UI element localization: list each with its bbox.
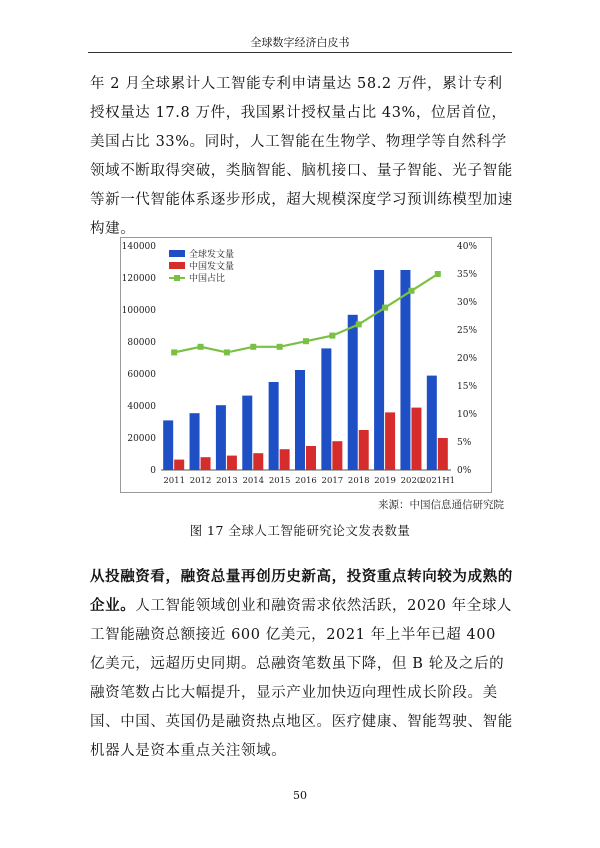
line-point-china-share — [171, 349, 177, 355]
x-tick-label: 2015 — [268, 476, 291, 486]
y-left-tick-label: 140000 — [121, 242, 156, 252]
bar-china — [332, 441, 342, 470]
legend-swatch — [169, 250, 185, 257]
header-divider — [88, 52, 512, 53]
x-tick-label: 2018 — [347, 476, 370, 486]
line-point-china-share — [356, 321, 362, 327]
line-point-china-share — [329, 333, 335, 339]
bar-global — [295, 370, 305, 470]
bar-china — [359, 430, 369, 470]
bar-china — [306, 446, 316, 470]
y-right-tick-label: 15% — [457, 382, 478, 392]
y-right-tick-label: 5% — [457, 438, 472, 448]
bar-global — [374, 270, 384, 470]
x-tick-label: 2012 — [189, 476, 212, 486]
line-point-china-share — [408, 288, 414, 294]
bar-global — [269, 382, 279, 470]
legend-swatch-marker — [174, 275, 180, 281]
y-left-tick-label: 100000 — [121, 306, 156, 316]
x-tick-label: 2014 — [242, 476, 265, 486]
legend-label: 中国占比 — [189, 274, 226, 284]
x-tick-label: 2013 — [216, 476, 238, 486]
x-tick-label: 2017 — [321, 476, 344, 486]
y-right-tick-label: 0% — [457, 466, 472, 476]
bar-global — [242, 396, 252, 470]
legend-swatch — [169, 262, 185, 269]
chart-frame — [120, 237, 492, 493]
chart-source: 来源：中国信息通信研究院 — [378, 499, 504, 511]
bar-global — [348, 315, 358, 470]
y-right-tick-label: 25% — [457, 326, 478, 336]
y-right-tick-label: 10% — [457, 410, 478, 420]
bar-global — [163, 420, 173, 470]
running-header: 全球数字经济白皮书 — [250, 36, 350, 49]
bar-china — [201, 457, 211, 470]
x-tick-label: 2021H1 — [420, 476, 456, 486]
y-left-tick-label: 120000 — [121, 274, 156, 284]
bar-global — [321, 348, 331, 470]
bar-china — [411, 408, 421, 470]
line-point-china-share — [198, 344, 204, 350]
bar-china — [174, 460, 184, 470]
bar-china — [253, 453, 263, 470]
bar-china — [438, 438, 448, 470]
bar-global — [400, 270, 410, 470]
y-right-tick-label: 30% — [457, 298, 478, 308]
y-left-tick-label: 40000 — [127, 402, 156, 412]
line-point-china-share — [224, 349, 230, 355]
paragraph-body-text: 人工智能领域创业和融资需求依然活跃，2020 年全球人工智能融资总额接近 600 亿美元，2021 年上半年已超 400 亿美元，远超历史同期。总融资笔数虽下降，但 B 轮及之后的融资笔数占比大幅提升，显示产业加快迈向理性成长阶段。美国、中国、英国仍是融资热点地区。医疗健康、智能驾驶、智能机器人是资本重点关注领域。 — [90, 598, 513, 759]
publication-count-chart — [121, 238, 491, 492]
y-right-tick-label: 35% — [457, 270, 478, 280]
legend-label: 中国发文量 — [189, 262, 235, 272]
y-left-tick-label: 80000 — [127, 338, 156, 348]
paragraph-lead-sentence: 从投融资看，融资总量再创历史新高，投资重点转向较为成熟的企业。 — [90, 569, 513, 614]
y-right-tick-label: 40% — [457, 242, 478, 252]
line-point-china-share — [277, 344, 283, 350]
x-tick-label: 2020 — [400, 476, 423, 486]
bar-china — [227, 456, 237, 470]
bar-china — [385, 412, 395, 470]
body-paragraph-2 — [90, 563, 514, 766]
bar-global — [216, 405, 226, 470]
legend-label: 全球发文量 — [189, 250, 235, 260]
y-left-tick-label: 20000 — [127, 434, 156, 444]
bar-global — [427, 376, 437, 470]
y-left-tick-label: 0 — [150, 466, 156, 476]
x-tick-label: 2011 — [163, 476, 186, 486]
x-tick-label: 2016 — [295, 476, 317, 486]
line-point-china-share — [435, 271, 441, 277]
line-point-china-share — [382, 305, 388, 311]
page-number: 50 — [293, 789, 307, 802]
bar-china — [280, 449, 290, 470]
y-left-tick-label: 60000 — [127, 370, 156, 380]
y-right-tick-label: 20% — [457, 354, 478, 364]
x-tick-label: 2019 — [374, 476, 396, 486]
figure-caption: 图 17 全球人工智能研究论文发表数量 — [189, 523, 411, 538]
bar-global — [190, 413, 200, 470]
body-paragraph-1: 年 2 月全球累计人工智能专利申请量达 58.2 万件，累计专利授权量达 17.8 万件，我国累计授权量占比 43%，位居首位，美国占比 33%。同时，人工智能在生物学、物理学等自然科学领域不断取得突破，类脑智能、脑机接口、量子智能、光子智能等新一代智能体系逐步形成，超大规模深度学习预训练模型加速构建。 — [90, 76, 513, 237]
line-point-china-share — [303, 338, 309, 344]
line-point-china-share — [250, 344, 256, 350]
